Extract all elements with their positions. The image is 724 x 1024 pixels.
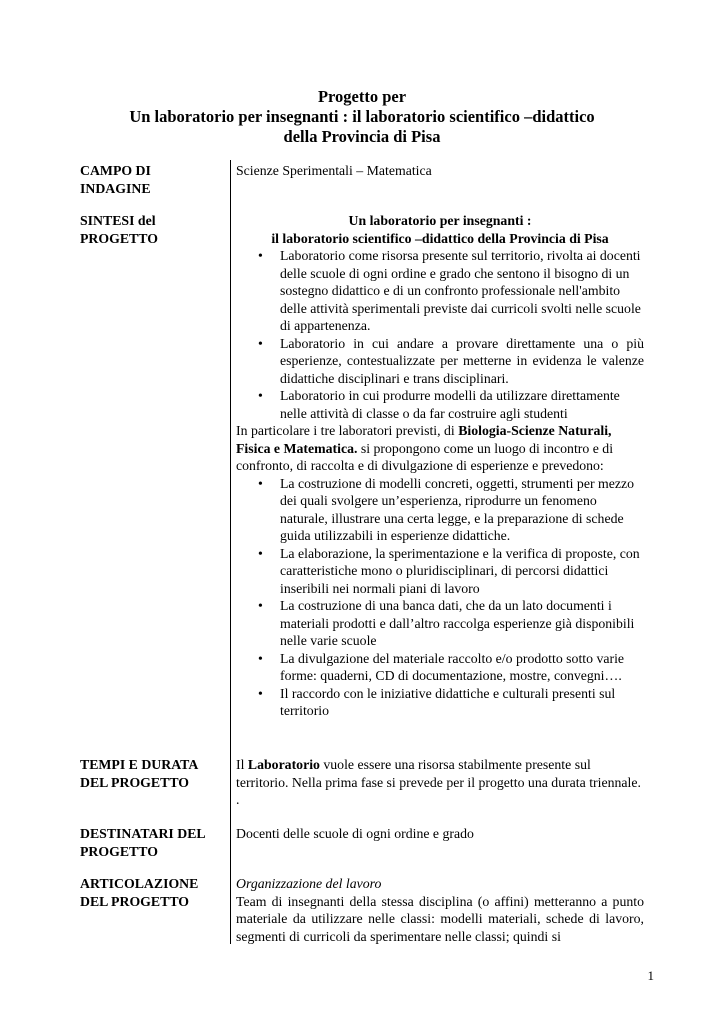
value-campo: Scienze Sperimentali – Matematica — [236, 163, 432, 178]
articolazione-subtitle: Organizzazione del lavoro — [236, 876, 382, 891]
label-destinatari-line2: PROGETTO — [80, 843, 158, 859]
list-item-text: Laboratorio in cui produrre modelli da utilizzare direttamente nelle attività di classe o da far costruire agli studenti — [280, 388, 620, 421]
label-sintesi-line2: PROGETTO — [80, 230, 158, 246]
list-item-text: Il raccordo con le iniziative didattiche e culturali presenti sul territorio — [280, 685, 616, 718]
list-item-text: La divulgazione del materiale raccolto e/o prodotto sotto varie forme: quaderni, CD di documentazione, mostre, convegni…. — [280, 650, 625, 683]
sintesi-heading-1: Un laboratorio per insegnanti : — [348, 213, 532, 228]
bullet-icon: • — [258, 545, 263, 561]
tempi-prefix: Il — [236, 757, 248, 772]
label-sintesi-line1: SINTESI del — [80, 213, 156, 228]
para-prefix: In particolare i tre laboratori previsti, di — [236, 423, 459, 438]
articolazione-content — [236, 875, 644, 945]
label-articolazione-line2: DEL PROGETTO — [80, 893, 190, 909]
articolazione-text: Team di insegnanti della stessa disciplina (o affini) metteranno a punto materiale da utilizzare nelle classi: modelli materiali, schede di lavoro, segmenti di curricoli da sperimentare nelle classi; quindi si — [236, 893, 644, 944]
label-destinatari — [80, 825, 226, 860]
list-item-text: La costruzione di una banca dati, che da un lato documenti i materiali prodotti e dall’altro raccolga esperienze già disponibili nelle varie scuole — [280, 598, 635, 648]
label-tempi — [80, 756, 226, 791]
bullet-icon: • — [258, 248, 263, 263]
tempi-paragraph — [236, 756, 644, 791]
tempi-dot: . — [236, 792, 240, 807]
value-destinatari: Docenti delle scuole di ogni ordine e grado — [236, 826, 474, 841]
label-campo-line2: INDAGINE — [80, 180, 151, 196]
bullet-icon: • — [258, 598, 263, 613]
title-line-1: Progetto per — [317, 87, 407, 106]
label-articolazione-line1: ARTICOLAZIONE — [80, 876, 199, 891]
list-item-text: La elaborazione, la sperimentazione e la verifica di proposte, con caratteristiche mono o pluridisciplinari, di percorsi didattici inseribili nei normali piani di lavoro — [280, 545, 640, 596]
list-item-text: Laboratorio come risorsa presente sul territorio, rivolta ai docenti delle scuole di ogni ordine e grado che sentono il bisogno di un sostegno didattico e di un confronto professionale nell'ambito delle attività sperimentali previste dai curricoli svolti nelle scuole di appartenenza. — [280, 248, 641, 333]
bullet-icon: • — [258, 650, 263, 666]
label-tempi-line1: TEMPI E DURATA — [80, 757, 199, 772]
label-campo — [80, 162, 226, 197]
title-line-3: della Provincia di Pisa — [283, 127, 441, 146]
sintesi-list-a — [236, 247, 644, 422]
sintesi-heading-2: il laboratorio scientifico –didattico della Provincia di Pisa — [271, 230, 609, 246]
list-item — [236, 685, 644, 720]
bullet-icon: • — [258, 388, 263, 403]
document-title — [0, 87, 724, 147]
tempi-bold: Laboratorio — [247, 757, 320, 772]
list-item-text: La costruzione di modelli concreti, oggetti, strumenti per mezzo dei quali svolgere un’esperienza, riprodurre un fenomeno naturale, illustrare una certa legge, e la preparazione di schede guida utilizzabili in esperienze didattiche. — [280, 475, 635, 543]
list-item — [236, 597, 644, 650]
list-item — [236, 387, 644, 422]
para-suffix: si propongono come un luogo di incontro e di confronto, di raccolta e di divulgazione di esperienze e prevedono: — [236, 440, 614, 473]
bullet-icon: • — [258, 475, 263, 491]
para-bold: Biologia-Scienze Naturali, Fisica e Matematica. — [236, 423, 612, 456]
title-line-2: Un laboratorio per insegnanti : il laboratorio scientifico –didattico — [129, 107, 595, 126]
sintesi-paragraph — [236, 422, 644, 475]
list-item — [236, 247, 644, 335]
list-item — [236, 475, 644, 545]
label-destinatari-line1: DESTINATARI DEL — [80, 826, 206, 841]
sintesi-content — [236, 212, 644, 720]
list-item — [236, 335, 644, 388]
label-sintesi — [80, 212, 226, 247]
label-articolazione — [80, 875, 226, 910]
label-tempi-line2: DEL PROGETTO — [80, 774, 190, 790]
label-campo-line1: CAMPO DI — [80, 163, 151, 178]
tempi-content — [236, 756, 644, 809]
sintesi-list-b — [236, 475, 644, 720]
bullet-icon: • — [258, 335, 263, 351]
table-divider — [230, 160, 231, 944]
tempi-suffix: vuole essere una risorsa stabilmente presente sul territorio. Nella prima fase si prevede per il progetto una durata triennale. — [236, 757, 641, 790]
list-item — [236, 545, 644, 598]
page-number: 1 — [647, 968, 654, 983]
bullet-icon: • — [258, 685, 263, 701]
list-item-text: Laboratorio in cui andare a provare direttamente una o più esperienze, contestualizzate per metterne in evidenza le valenze didattiche disciplinari e trans disciplinari. — [280, 335, 644, 386]
list-item — [236, 650, 644, 685]
